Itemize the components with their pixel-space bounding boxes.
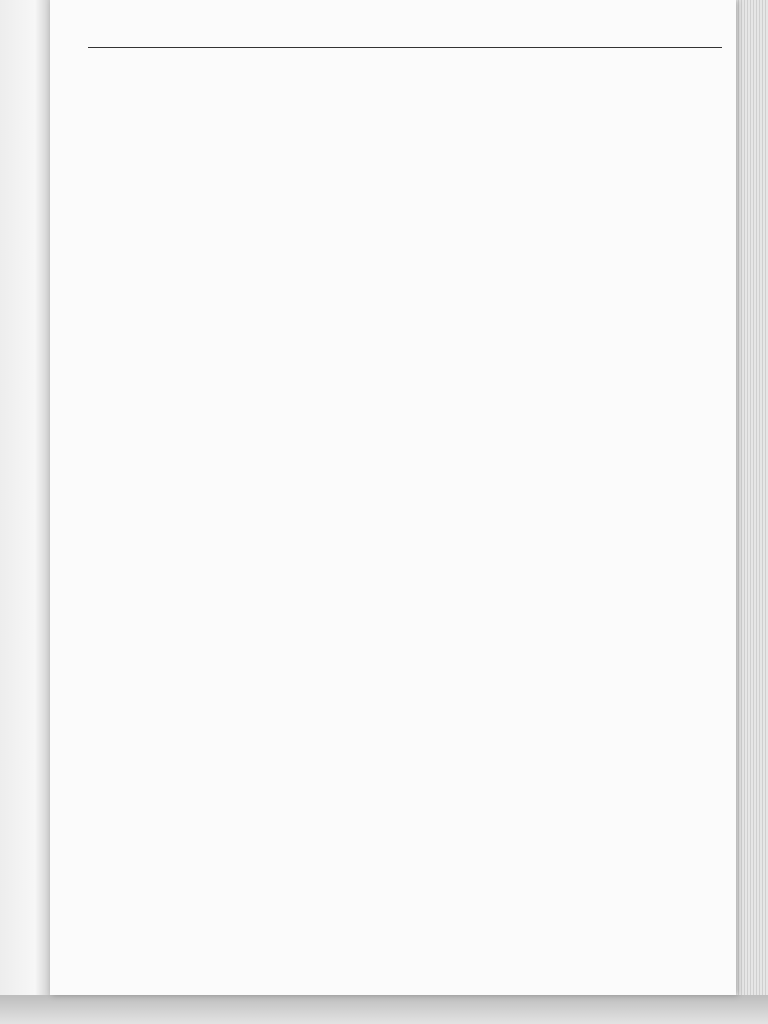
book-page [50, 0, 736, 995]
page-header [88, 46, 722, 48]
previous-page-edge [0, 0, 50, 1024]
scan-bottom-shadow [0, 995, 768, 1024]
book-page-stack [736, 0, 768, 1000]
